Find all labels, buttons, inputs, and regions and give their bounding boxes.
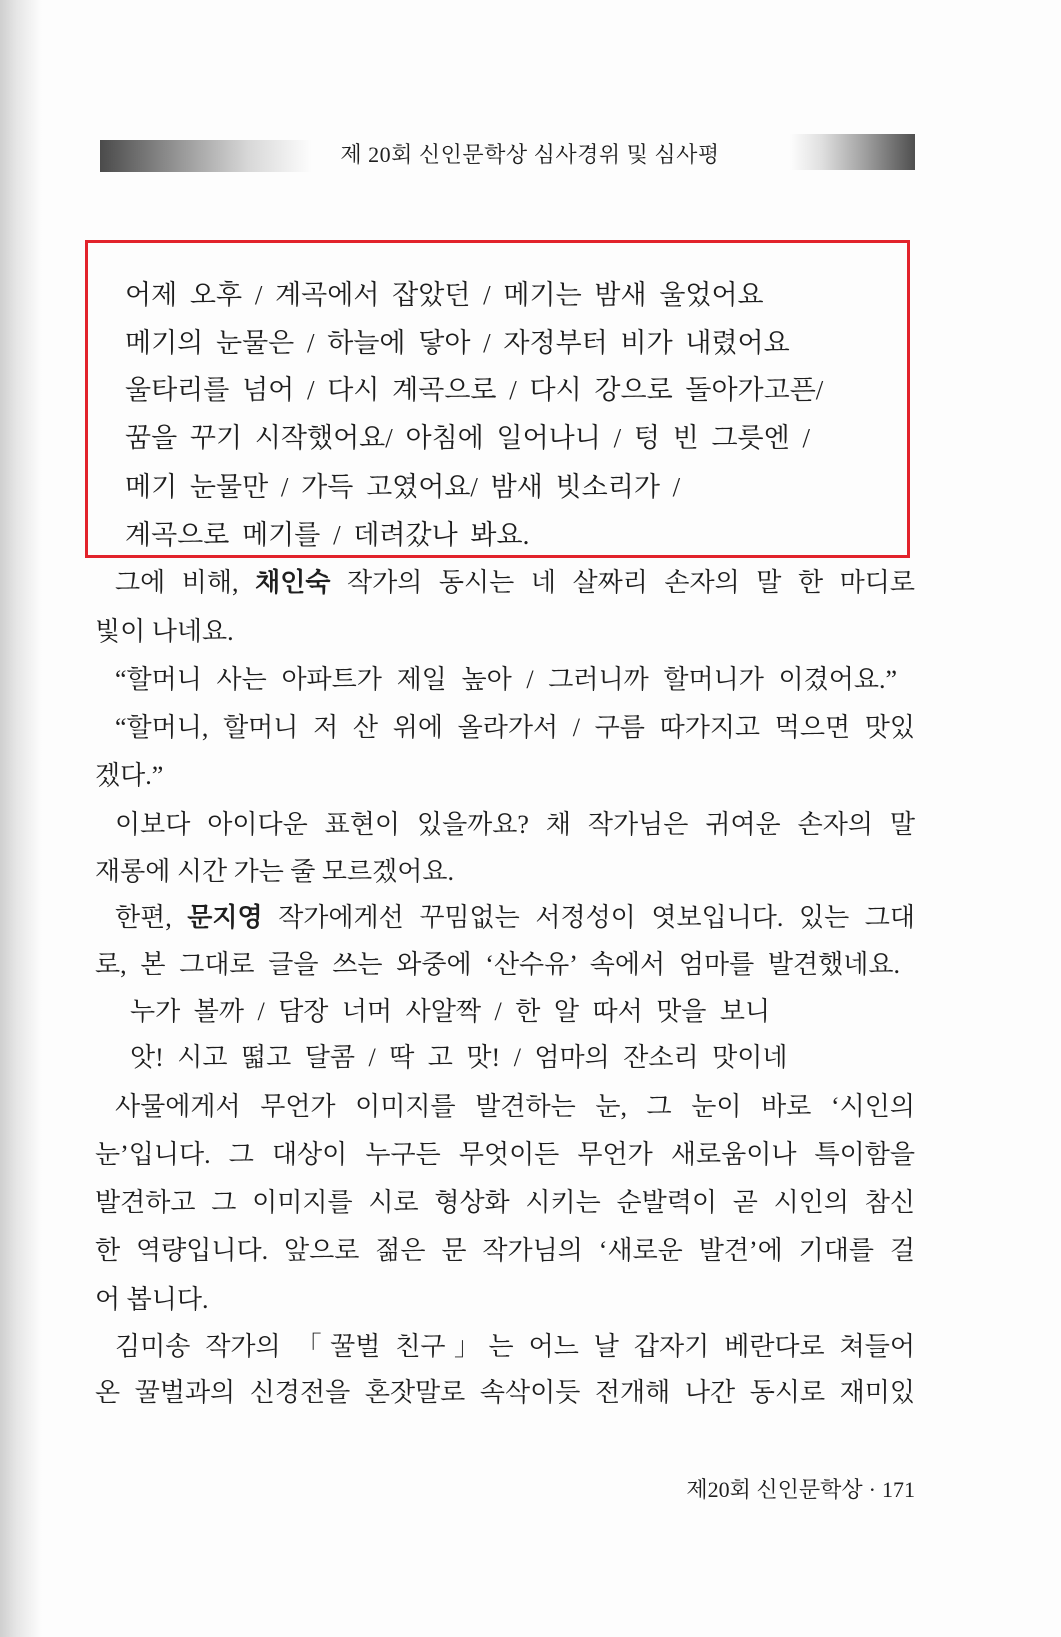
running-header-title: 제 20회 신인문학상 심사경위 및 심사평: [340, 142, 720, 167]
body-line: 한 역량입니다. 앞으로 젊은 문 작가님의 ‘새로운 발견’에 기대를 걸: [95, 1236, 915, 1265]
author-name-moon: 문지영: [187, 903, 263, 932]
poem-line: 꿈을 꾸기 시작했어요/ 아침에 일어나니 / 텅 빈 그릇엔 /: [125, 423, 810, 453]
body-line: [115, 561, 915, 605]
body-line: 어 봅니다.: [95, 1285, 209, 1314]
poem-line: 계곡으로 메기를 / 데려갔나 봐요.: [125, 520, 530, 550]
body-line: 로, 본 그대로 글을 쓰는 와중에 ‘산수유’ 속에서 엄마를 발견했네요.: [95, 950, 900, 979]
poem-line: 메기 눈물만 / 가득 고였어요/ 밤새 빗소리가 /: [125, 472, 681, 502]
poem-line: 울타리를 넘어 / 다시 계곡으로 / 다시 강으로 돌아가고픈/: [125, 375, 824, 405]
body-line-text: 한편,: [115, 903, 188, 932]
body-line: 이보다 아이다운 표현이 있을까요? 채 작가님은 귀여운 손자의 말: [115, 810, 915, 839]
body-line: 빛이 나네요.: [95, 617, 234, 646]
scan-edge-shadow: [0, 0, 42, 1637]
footer-running-title: 제20회 신인문학상: [686, 1477, 863, 1502]
poem-line: 어제 오후 / 계곡에서 잡았던 / 메기는 밤새 울었어요: [125, 280, 764, 310]
body-line: 재롱에 시간 가는 줄 모르겠어요.: [95, 857, 455, 886]
verse-line: 누가 볼까 / 담장 너머 사알짝 / 한 알 따서 맛을 보니: [130, 997, 771, 1026]
verse-line: 앗! 시고 떫고 달콤 / 딱 고 맛! / 엄마의 잔소리 맛이네: [130, 1043, 788, 1072]
page-footer: [680, 1474, 915, 1506]
body-line: 발견하고 그 이미지를 시로 형상화 시키는 순발력이 곧 시인의 참신: [95, 1188, 915, 1217]
body-line: [115, 896, 915, 940]
footer-separator: ·: [868, 1477, 876, 1502]
poem-line: 메기의 눈물은 / 하늘에 닿아 / 자정부터 비가 내렸어요: [125, 328, 790, 358]
header-decoration-left: [100, 140, 312, 172]
page-number: 171: [882, 1477, 915, 1502]
body-line: 사물에게서 무언가 이미지를 발견하는 눈, 그 눈이 바로 ‘시인의: [115, 1092, 915, 1121]
body-line-text: 작가의 동시는 네 살짜리 손자의 말 한 마디로: [330, 568, 915, 597]
body-line: 김미송 작가의 「꿀벌 친구」는 어느 날 갑자기 베란다로 쳐들어: [115, 1332, 915, 1361]
quote-line: “할머니, 할머니 저 산 위에 올라가서 / 구름 따가지고 먹으면 맛있: [115, 713, 915, 742]
quote-line: 겠다.”: [95, 761, 164, 790]
header-decoration-right: [790, 134, 915, 170]
body-line: 눈’입니다. 그 대상이 누구든 무엇이든 무언가 새로움이나 특이함을: [95, 1140, 915, 1169]
quote-line: “할머니 사는 아파트가 제일 높아 / 그러니까 할머니가 이겼어요.”: [115, 665, 897, 694]
body-line-text: 작가에게선 꾸밈없는 서정성이 엿보입니다. 있는 그대: [262, 903, 915, 932]
author-name-chae: 채인숙: [255, 568, 331, 597]
body-line: 온 꿀벌과의 신경전을 혼잣말로 속삭이듯 전개해 나간 동시로 재미있: [95, 1378, 915, 1407]
body-line-text: 그에 비해,: [115, 568, 256, 597]
